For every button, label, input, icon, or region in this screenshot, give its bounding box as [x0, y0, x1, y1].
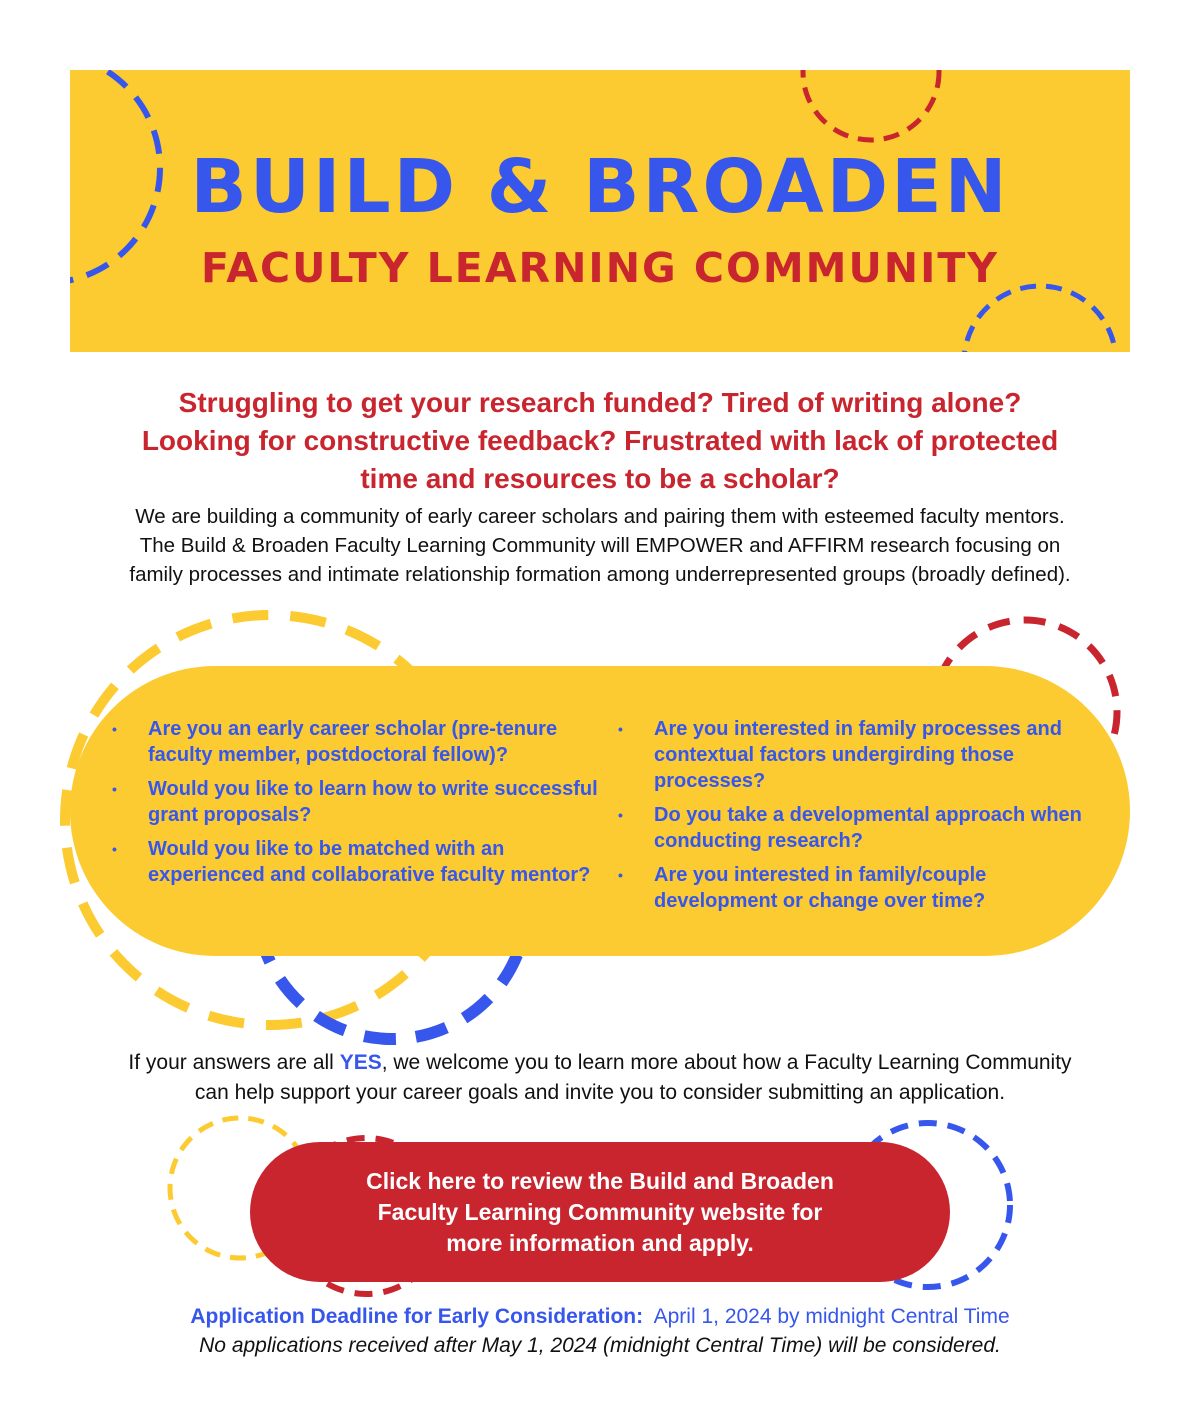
page-subtitle: FACULTY LEARNING COMMUNITY [201, 244, 999, 292]
intro-line: The Build & Broaden Faculty Learning Community will EMPOWER and AFFIRM research focusing on [139, 534, 1061, 557]
bullet-icon: • [112, 721, 117, 737]
blue-dashed-circle-banner-right [964, 286, 1116, 352]
headline-line: Struggling to get your research funded? Tired of writing alone? [178, 387, 1022, 418]
questions-list-right [618, 716, 1108, 922]
bullet-icon: • [618, 721, 623, 737]
yes-text-before: If your answers are all [128, 1051, 340, 1074]
headline-questions [40, 384, 1160, 498]
yes-line: can help support your career goals and invite you to consider submitting an application. [194, 1081, 1006, 1104]
yes-line [40, 1048, 1160, 1078]
bullet-icon: • [618, 867, 623, 883]
headline-line: time and resources to be a scholar? [360, 463, 840, 494]
apply-link-button[interactable] [250, 1142, 950, 1282]
question-text: Are you interested in family processes and contextual factors undergirding those processes? [654, 718, 1062, 792]
yes-paragraph [40, 1048, 1160, 1108]
question-text: Are you interested in family/couple development or change over time? [654, 864, 987, 912]
intro-line: family processes and intimate relationship formation among underrepresented groups (broadly defined). [129, 563, 1071, 586]
question-item [618, 716, 1108, 794]
deadline-value: April 1, 2024 by midnight Central Time [643, 1305, 1010, 1328]
deadline-line [40, 1303, 1160, 1331]
bullet-icon: • [112, 781, 117, 797]
question-item [112, 836, 602, 888]
question-item [112, 776, 602, 828]
yes-emphasis: YES [339, 1051, 382, 1074]
bullet-icon: • [112, 841, 117, 857]
bullet-icon: • [618, 807, 623, 823]
question-item [112, 716, 602, 768]
page-title: BUILD & BROADEN [190, 144, 1010, 230]
intro-line: We are building a community of early career scholars and pairing them with esteemed faculty mentors. [135, 505, 1065, 528]
apply-link-label [320, 1166, 880, 1259]
question-text: Would you like to be matched with an experienced and collaborative faculty mentor? [148, 838, 591, 886]
deadline-label: Application Deadline for Early Consideration: [190, 1305, 644, 1328]
headline-line: Looking for constructive feedback? Frustrated with lack of protected [141, 425, 1059, 456]
question-item [618, 862, 1108, 914]
late-application-notice: No applications received after May 1, 2024 (midnight Central Time) will be considered. [199, 1334, 1001, 1357]
intro-paragraph [30, 502, 1170, 589]
question-item [618, 802, 1108, 854]
red-dashed-circle-banner-top [803, 70, 939, 140]
question-text: Do you take a developmental approach when conducting research? [654, 804, 1082, 852]
cta-line: Faculty Learning Community website for [377, 1198, 823, 1225]
cta-line: Click here to review the Build and Broaden [366, 1167, 834, 1194]
question-text: Would you like to learn how to write successful grant proposals? [148, 778, 598, 826]
questions-list-left [112, 716, 602, 896]
cta-line: more information and apply. [446, 1229, 754, 1256]
yes-text-after: , we welcome you to learn more about how a Faculty Learning Community [381, 1051, 1072, 1074]
question-text: Are you an early career scholar (pre-tenure faculty member, postdoctoral fellow)? [148, 718, 558, 766]
